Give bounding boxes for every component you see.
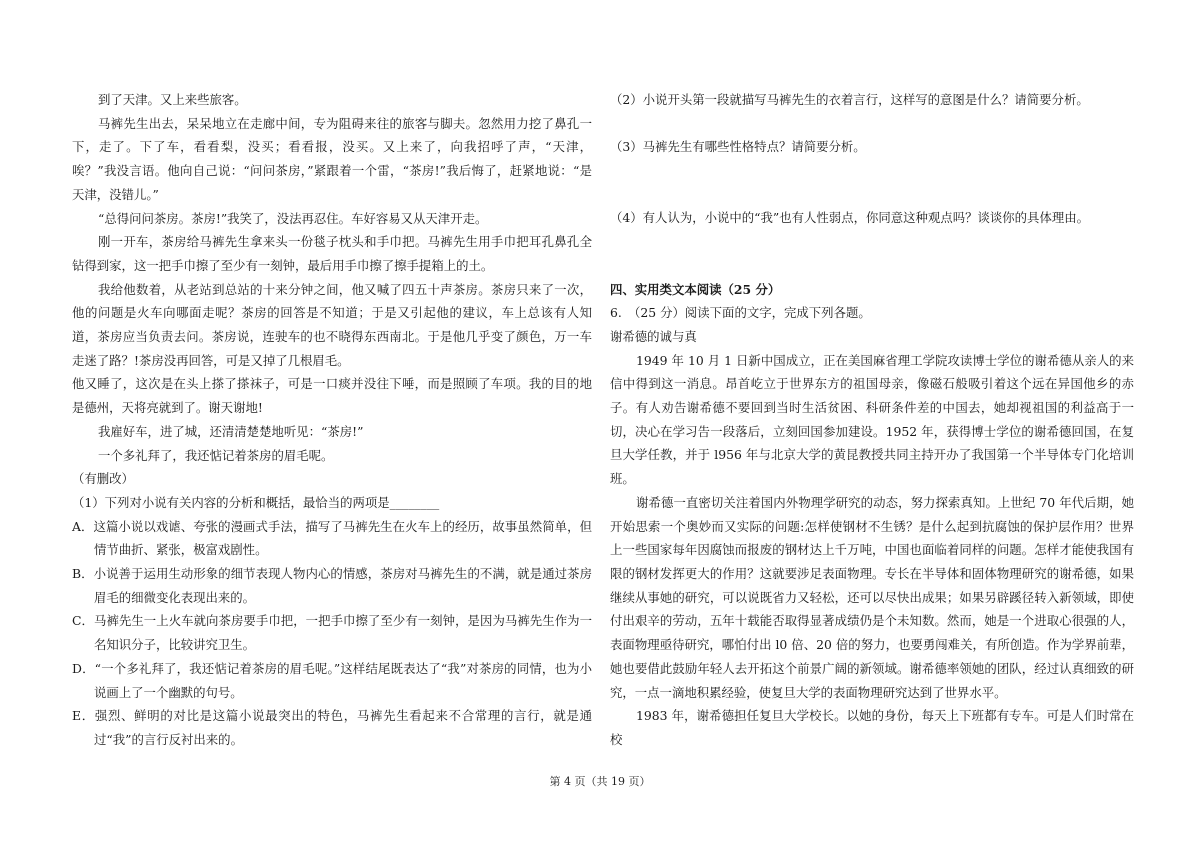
left-paragraph: 他又睡了，这次是在头上搽了搽袜子，可是一口痰并没往下唾，而是照顾了车项。我的目的地是德州，天将亮就到了。谢天谢地! [72, 376, 592, 416]
left-paragraph: C．马裤先生一上火车就向茶房要手巾把，一把手巾擦了至少有一刻钟，是因为马裤先生作为一名知识分子，比较讲究卫生。 [72, 613, 592, 653]
left-paragraph: 一个多礼拜了，我还惦记着茶房的眉毛呢。 [98, 447, 334, 463]
right-column [610, 88, 1134, 752]
left-paragraph: A．这篇小说以戏谑、夸张的漫画式手法，描写了马裤先生在火车上的经历，故事虽然简单，但情节曲折、紧张，极富戏剧性。 [72, 518, 592, 558]
right-paragraph: 1949 年 10 月 1 日新中国成立，正在美国麻省理工学院攻读博士学位的谢希德从亲人的来信中得到这一消息。昂首屹立于世界东方的祖国母亲，像磁石般吸引着这个远在异国他乡的赤子。有人劝告谢希德不要回到当时生活贫困、科研条件差的中国去，她却视祖国的利益高于一切，决心在学习告一段落后，立刻回国参加建设。1952 年，获得博士学位的谢希德回国，在复旦大学任教，并于 l956 年与北京大学的黄昆教授共同主持开办了我国第一个半导体专门化培训班。 [610, 352, 1134, 487]
page-footer: 第 4 页（共 19 页） [549, 775, 651, 788]
left-paragraph: 刚一开车，茶房给马裤先生拿来头一份毯子枕头和手巾把。马裤先生用手巾把耳孔鼻孔全钻得到家，这一把手巾擦了至少有一刻钟，最后用手巾擦了擦手提箱上的土。 [72, 234, 592, 273]
right-paragraph [610, 230, 1134, 254]
left-paragraph: （有删改） [72, 471, 134, 487]
right-paragraph [610, 159, 1134, 183]
left-paragraph: 我给他数着，从老站到总站的十来分钟之间，他又喊了四五十声茶房。茶房只来了一次，他的问题是火车向哪面走呢？茶房的回答是不知道；于是又引起他的建议，车上总该有人知道，茶房应当负责去问。茶房说，连驶车的也不晓得东西南北。于是他几乎变了颜色，万一车走迷了路？!茶房没再回答，可是又掉了几根眉毛。 [72, 281, 592, 368]
left-paragraph: 我雇好车，进了城，还清清楚楚地听见：“茶房!” [98, 423, 364, 439]
right-paragraph: （3）马裤先生有哪些性格特点？请简要分析。 [610, 139, 866, 155]
left-paragraph: 到了天津。又上来些旅客。 [98, 92, 247, 107]
right-paragraph [610, 112, 1134, 136]
left-paragraph: E．强烈、鲜明的对比是这篇小说最突出的特色，马裤先生看起来不合常理的言行，就是通过“我”的言行反衬出来的。 [72, 708, 592, 747]
right-paragraph: 四、实用类文本阅读（25 分） [610, 281, 781, 297]
left-paragraph: “总得问问茶房。茶房!”我笑了，没法再忍住。车好容易又从天津开走。 [98, 210, 488, 226]
left-paragraph: （1）下列对小说有关内容的分析和概括，最恰当的两项是________ [72, 494, 440, 510]
right-paragraph: 1983 年，谢希德担任复旦大学校长。以她的身份，每天上下班都有专车。可是人们时常在校 [610, 708, 1134, 747]
left-paragraph: D．“一个多礼拜了，我还惦记着茶房的眉毛呢。”这样结尾既表达了“我”对茶房的同情，也为小说画上了一个幽默的句号。 [72, 660, 592, 700]
left-paragraph: B．小说善于运用生动形象的细节表现人物内心的情感，茶房对马裤先生的不满，就是通过茶房眉毛的细微变化表现出来的。 [72, 566, 592, 605]
right-paragraph [610, 183, 1134, 207]
right-paragraph [610, 254, 1134, 278]
right-paragraph: 谢希德的诚与真 [610, 328, 697, 344]
right-paragraph: （2）小说开头第一段就描写马裤先生的衣着言行，这样写的意图是什么？请简要分析。 [610, 92, 1089, 107]
left-column [72, 88, 592, 752]
right-paragraph: （4）有人认为，小说中的“我”也有人性弱点，你同意这种观点吗？谈谈你的具体理由。 [610, 210, 1090, 226]
right-paragraph: 6. （25 分）阅读下面的文字，完成下列各题。 [610, 305, 871, 321]
left-paragraph: 马裤先生出去，呆呆地立在走廊中间，专为阻碍来往的旅客与脚夫。忽然用力挖了鼻孔一下，走了。下了车，看看梨，没买；看看报，没买。又上来了，向我招呼了声，“天津，唉？”我没言语。他向自己说：“问问茶房，”紧跟着一个雷，“茶房!”我后悔了，赶紧地说：“是天津，没错儿。” [72, 115, 592, 202]
right-paragraph: 谢希德一直密切关注着国内外物理学研究的动态，努力探索真知。上世纪 70 年代后期，她开始思索一个奥妙而又实际的问题:怎样使钢材不生锈？是什么起到抗腐蚀的保护层作用？世界上一些国家每年因腐蚀而报废的钢材达上千万吨，中国也面临着同样的问题。怎样才能使我国有限的钢材发挥更大的作用？这就要涉足表面物理。专长在半导体和固体物理研究的谢希德，如果继续从事她的研究，可以说既省力又轻松，还可以尽快出成果；如果另辟蹊径转入新领域，即使付出艰辛的劳动，五年十载能否取得显著成绩仍是个未知数。然而，她是一个进取心很强的人，表面物理亟待研究，哪怕付出 l0 倍、20 倍的努力，也要勇闯难关，有所创造。作为学界前辈，她也要借此鼓励年轻人去开拓这个前景广阔的新领域。谢希德率领她的团队，经过认真细致的研究，一点一滴地积累经验，使复旦大学的表面物理研究达到了世界水平。 [610, 494, 1134, 700]
